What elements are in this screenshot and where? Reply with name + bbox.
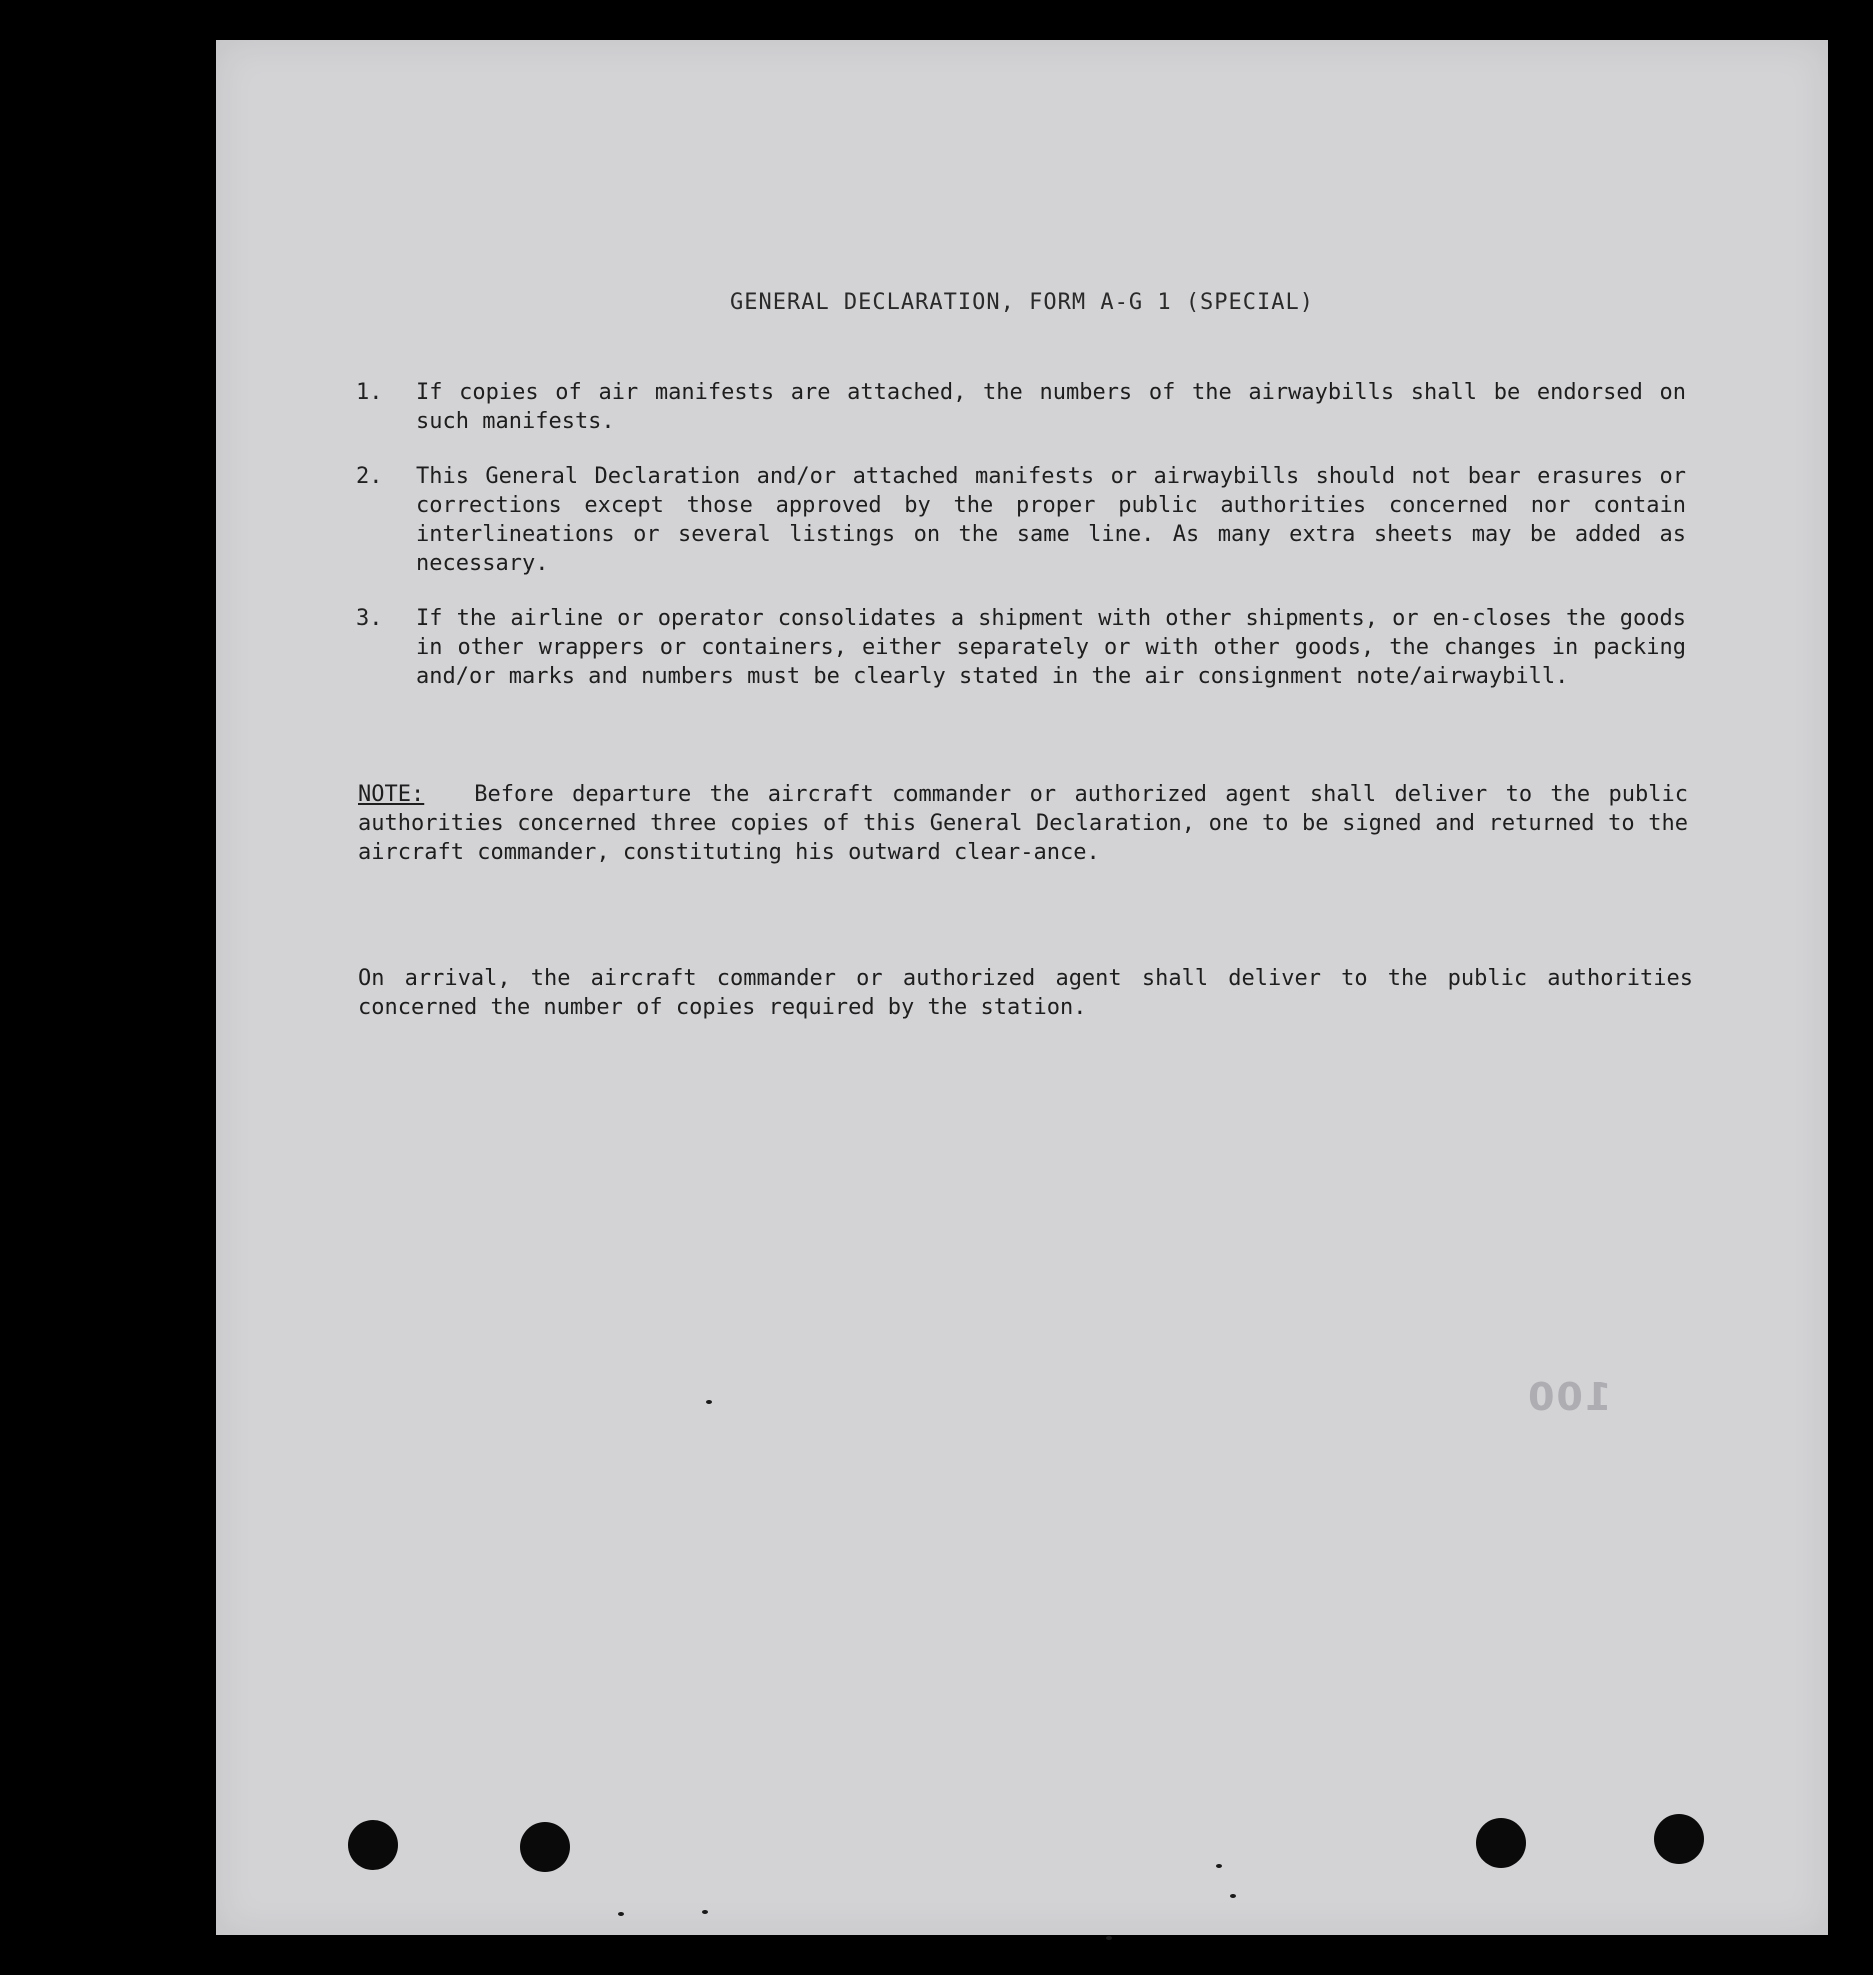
- document-page: [216, 40, 1828, 1935]
- note-paragraph: [358, 780, 1688, 867]
- list-item: [356, 462, 1686, 578]
- note-label: NOTE:: [358, 782, 425, 807]
- declaration-items: [356, 378, 1686, 717]
- list-item: [356, 378, 1686, 436]
- item-number: 2.: [356, 464, 383, 489]
- stamp-text: 100: [1526, 1375, 1612, 1419]
- mirrored-stamp: [1526, 1375, 1611, 1419]
- item-text: If copies of air manifests are attached, the numbers of the airwaybills shall be endorsed on such manifests.: [416, 380, 1686, 434]
- arrival-paragraph: On arrival, the aircraft commander or authorized agent shall deliver to the public authorities concerned the number of copies required by the station.: [358, 966, 1693, 1020]
- item-number: 1.: [356, 380, 383, 405]
- scan-speck: [706, 1400, 712, 1404]
- item-text: If the airline or operator consolidates a shipment with other shipments, or en-closes the goods in other wrappers or containers, either separately or with other goods, the changes in packing and/or marks and numbers must be clearly stated in the air consignment note/airwaybill.: [416, 606, 1686, 689]
- punch-hole: [1654, 1814, 1704, 1864]
- punch-hole: [348, 1820, 398, 1870]
- punch-hole: [520, 1822, 570, 1872]
- scan-speck: [702, 1910, 708, 1914]
- item-number: 3.: [356, 606, 383, 631]
- scan-speck: [618, 1912, 624, 1916]
- note-text: Before departure the aircraft commander or authorized agent shall deliver to the public authorities concerned three copies of this General Declaration, one to be signed and returned to the aircraft commander, constituting his outward clear-ance.: [358, 782, 1688, 865]
- punch-hole: [1476, 1818, 1526, 1868]
- item-text: This General Declaration and/or attached manifests or airwaybills should not bear erasures or corrections except those approved by the proper public authorities concerned nor contain interlineations or several listings on the same line. As many extra sheets may be added as necessary.: [416, 464, 1686, 576]
- scan-speck: [1216, 1864, 1222, 1868]
- list-item: [356, 604, 1686, 691]
- scan-speck: [1230, 1894, 1236, 1898]
- scan-speck: [1106, 1936, 1112, 1940]
- document-title: GENERAL DECLARATION, FORM A-G 1 (SPECIAL): [729, 290, 1315, 315]
